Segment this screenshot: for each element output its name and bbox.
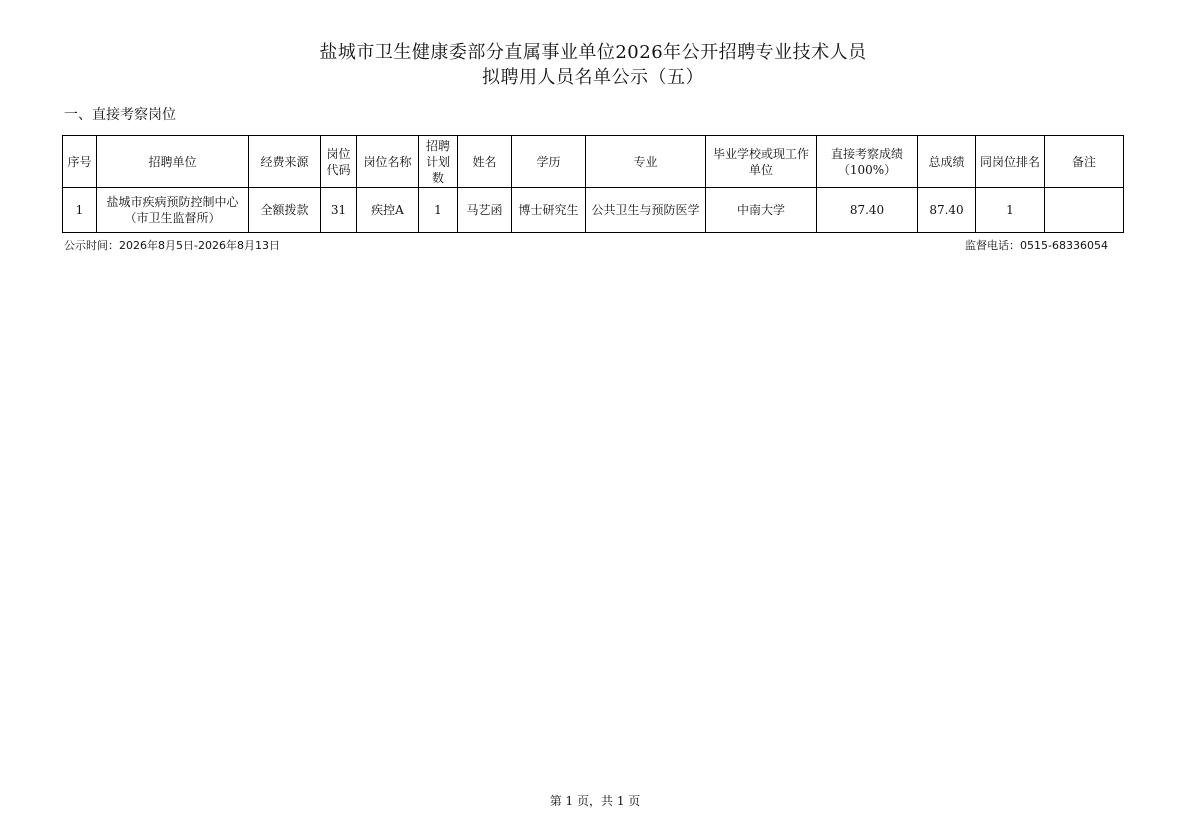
cell-name: 马艺函 [458,188,512,233]
table-header-row [63,136,1124,188]
document-title: 盐城市卫生健康委部分直属事业单位2026年公开招聘专业技术人员 [319,42,867,63]
cell-funding-source: 全额拨款 [249,188,321,233]
header-post-code: 岗位代码 [321,136,357,188]
header-index: 序号 [63,136,97,188]
cell-index: 1 [63,188,97,233]
cell-school: 中南大学 [706,188,817,233]
cell-plan-count: 1 [419,188,458,233]
cell-remarks [1045,188,1124,233]
header-recruiting-unit: 招聘单位 [97,136,249,188]
header-major: 专业 [586,136,706,188]
cell-major: 公共卫生与预防医学 [586,188,706,233]
cell-education: 博士研究生 [512,188,586,233]
header-school: 毕业学校或现工作单位 [706,136,817,188]
table-row [63,188,1124,233]
cell-total-score: 87.40 [918,188,976,233]
cell-rank: 1 [976,188,1045,233]
header-rank: 同岗位排名 [976,136,1045,188]
cell-post-name: 疾控A [357,188,419,233]
header-post-name: 岗位名称 [357,136,419,188]
header-remarks: 备注 [1045,136,1124,188]
cell-recruiting-unit [97,188,249,233]
header-name: 姓名 [458,136,512,188]
publicity-period: 公示时间：2026年8月5日-2026年8月13日 [64,239,280,252]
header-education: 学历 [512,136,586,188]
header-plan-count: 招聘计划数 [419,136,458,188]
header-funding-source: 经费来源 [249,136,321,188]
header-exam-score: 直接考察成绩（100%） [817,136,918,188]
hiring-roster-table [62,135,1124,233]
supervision-phone: 监督电话：0515-68336054 [965,239,1108,252]
unit-name-line1: 盐城市疾病预防控制中心 [106,195,239,209]
section-heading: 一、直接考察岗位 [64,107,176,123]
cell-post-code: 31 [321,188,357,233]
header-total-score: 总成绩 [918,136,976,188]
unit-name-line2: （市卫生监督所） [124,211,221,225]
cell-exam-score: 87.40 [817,188,918,233]
document-subtitle: 拟聘用人员名单公示（五） [482,67,704,88]
page-number: 第 1 页，共 1 页 [549,794,641,808]
